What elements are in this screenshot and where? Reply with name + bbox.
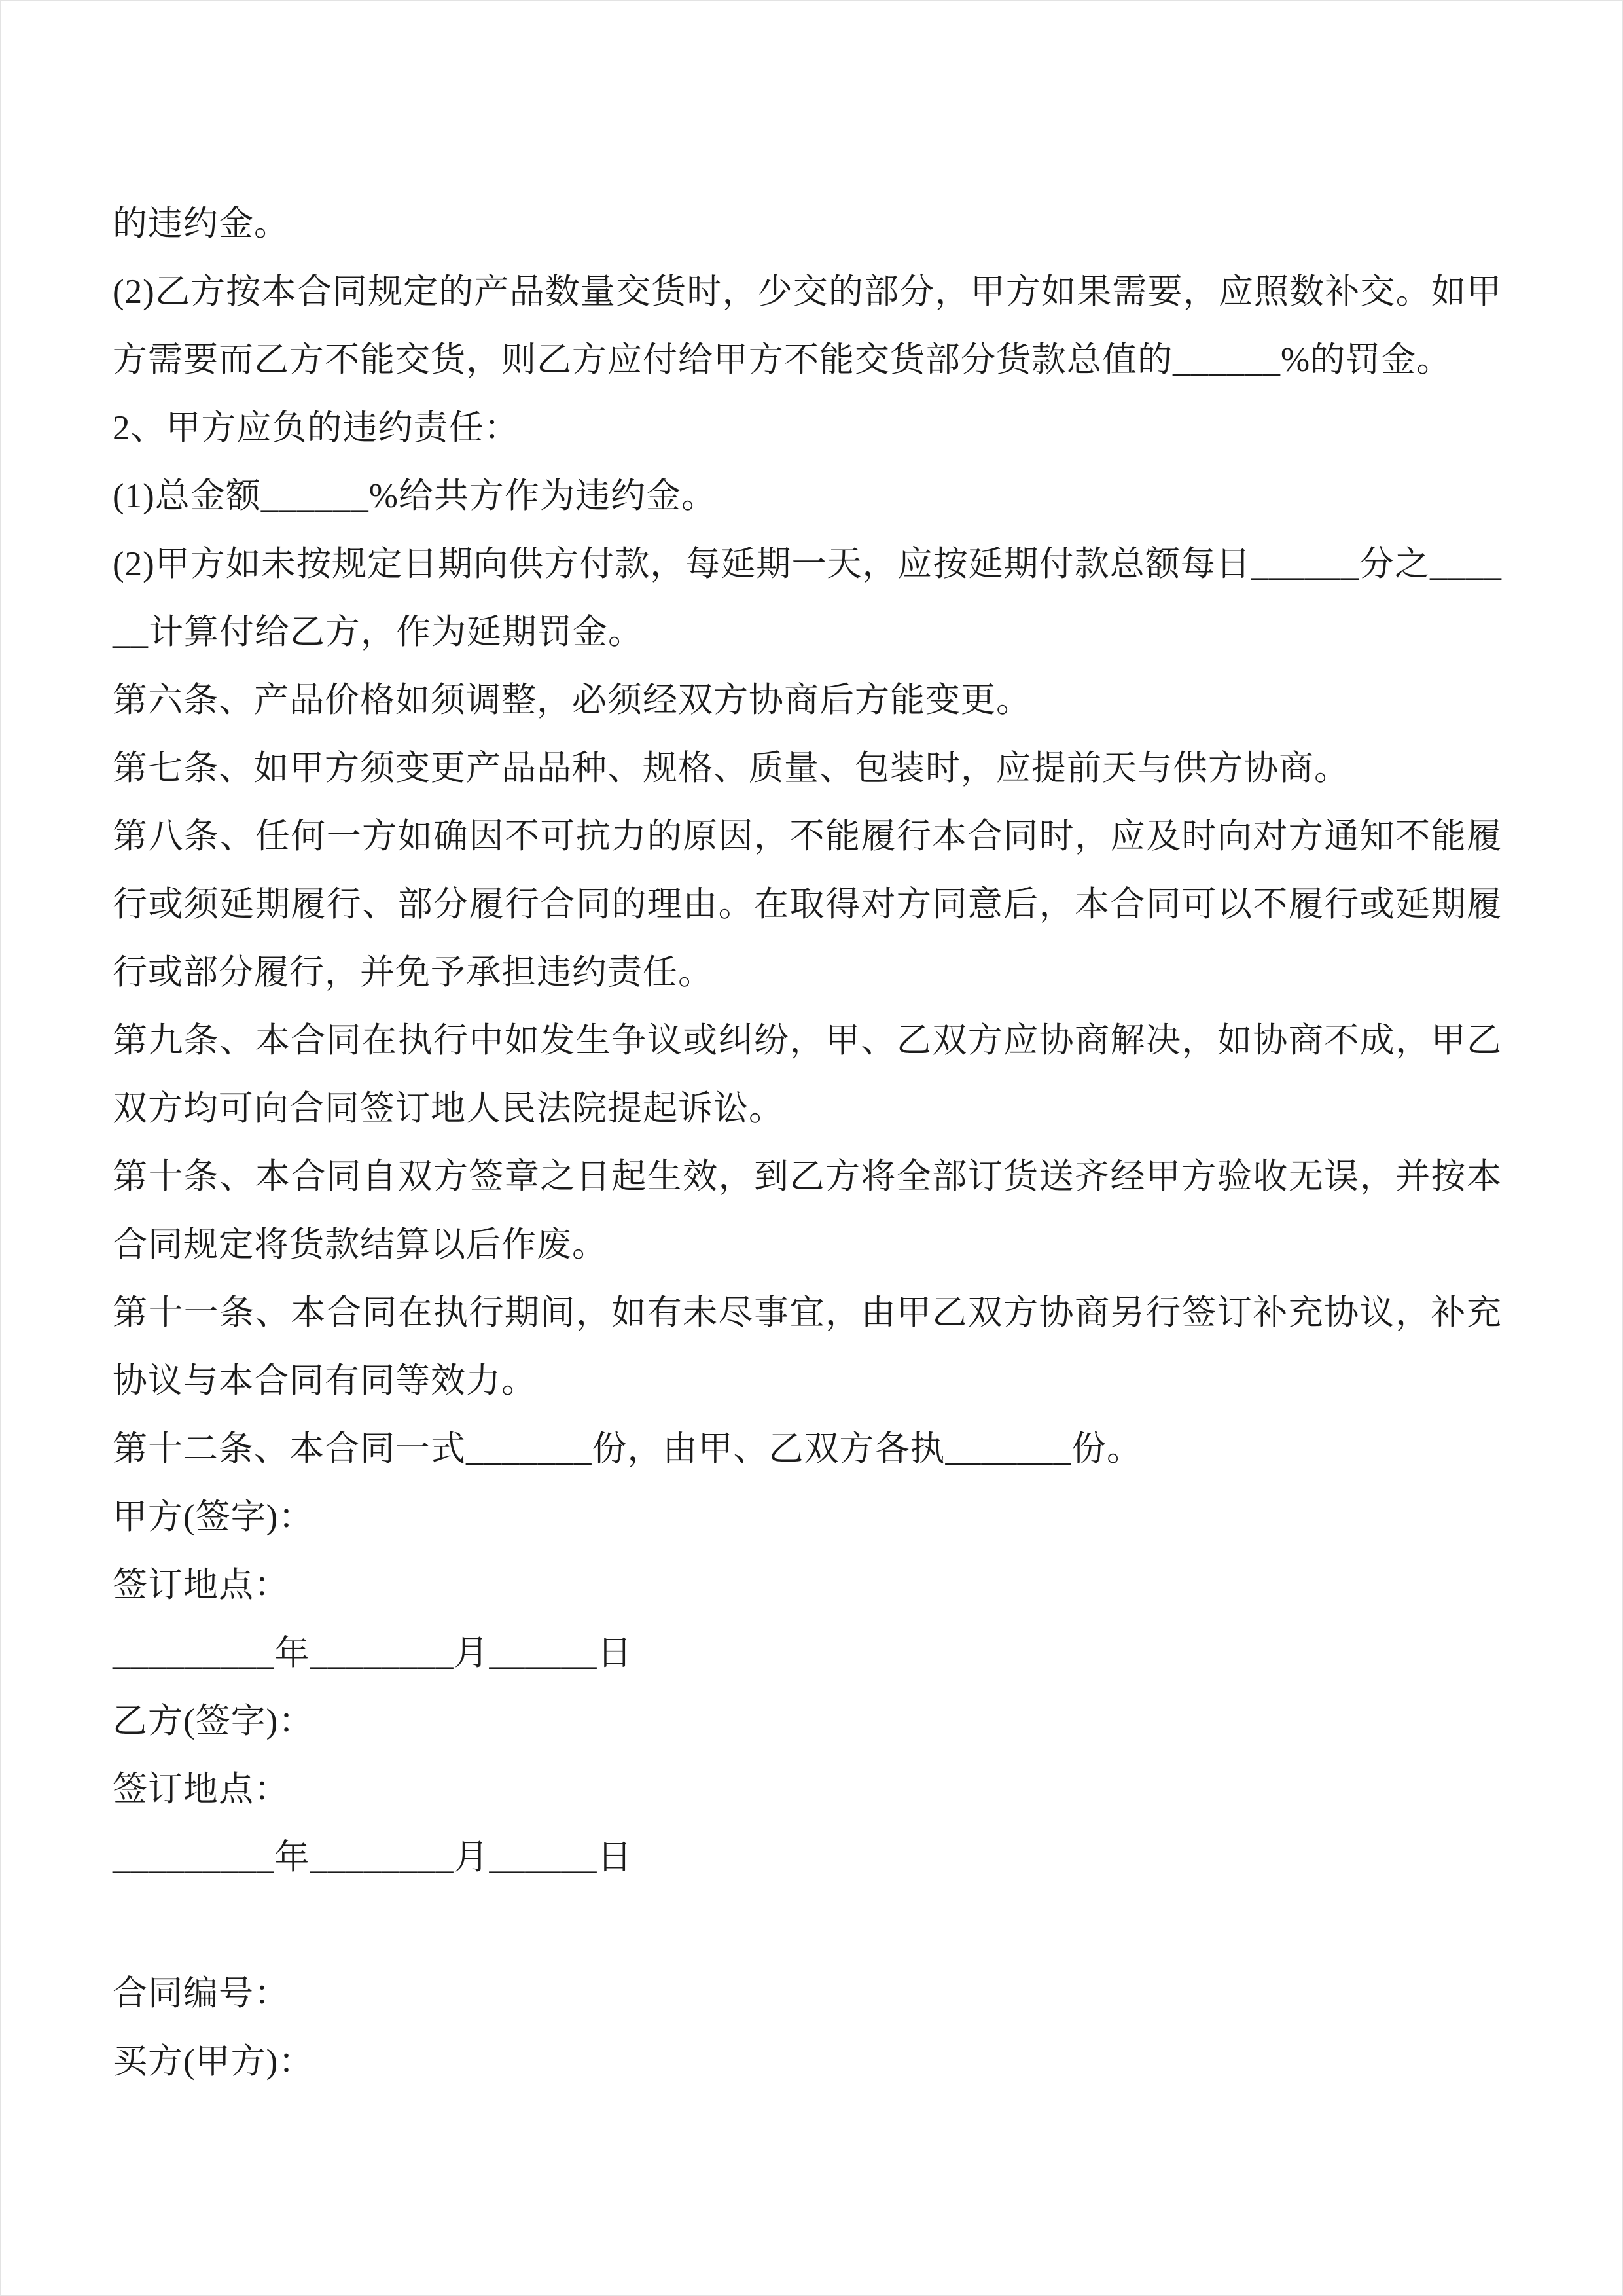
party-b-signature-label: 乙方(签字)： bbox=[113, 1702, 314, 1740]
buyer-party-a-label: 买方(甲方)： bbox=[113, 2043, 314, 2081]
clause-8-force-majeure: 第八条、任何一方如确因不可抗力的原因，不能履行本合同时，应及时向对方通知不能履行或须延期履行、部分履行合同的理由。在取得对方同意后，本合同可以不履行或延期履行或部分履行，并免予承担违约责任。 bbox=[113, 817, 1502, 992]
clause-12-copies: 第十二条、本合同一式_______份，由甲、乙双方各执_______份。 bbox=[113, 1430, 1142, 1468]
carryover-text: 的违约金。 bbox=[113, 205, 289, 243]
clause-9-dispute-resolution: 第九条、本合同在执行中如发生争议或纠纷，甲、乙双方应协商解决，如协商不成，甲乙双方均可向合同签订地人民法院提起诉讼。 bbox=[113, 1022, 1502, 1128]
clause-10-effectiveness: 第十条、本合同自双方签章之日起生效，到乙方将全部订货送齐经甲方验收无误，并按本合同规定将货款结算以后作废。 bbox=[113, 1158, 1502, 1264]
date-line-party-a: _________年________月______日 bbox=[113, 1634, 633, 1672]
date-line-party-b: _________年________月______日 bbox=[113, 1839, 633, 1876]
signing-place-label-party-a: 签订地点： bbox=[113, 1566, 289, 1604]
blank-line-spacer bbox=[113, 1892, 1502, 1960]
clause-6-price-adjustment: 第六条、产品价格如须调整，必须经双方协商后方能变更。 bbox=[113, 681, 1031, 719]
clause-seller-breach: (2)乙方按本合同规定的产品数量交货时，少交的部分，甲方如果需要，应照数补交。如甲方需要而乙方不能交货，则乙方应付给甲方不能交货部分货款总值的______%的罚金。 bbox=[113, 273, 1502, 379]
clause-11-supplementary-agreement: 第十一条、本合同在执行期间，如有未尽事宜，由甲乙双方协商另行签订补充协议，补充协议与本合同有同等效力。 bbox=[113, 1294, 1502, 1400]
signing-place-label-party-b: 签订地点： bbox=[113, 1770, 289, 1808]
clause-late-payment: (2)甲方如未按规定日期向供方付款，每延期一天，应按延期付款总额每日______分之______计算付给乙方，作为延期罚金。 bbox=[113, 545, 1502, 651]
clause-7-product-change: 第七条、如甲方须变更产品品种、规格、质量、包装时，应提前天与供方协商。 bbox=[113, 749, 1349, 787]
contract-number-label: 合同编号： bbox=[113, 1975, 289, 2013]
heading-party-a-liability: 2、甲方应负的违约责任： bbox=[113, 409, 520, 447]
party-a-signature-label: 甲方(签字)： bbox=[113, 1498, 314, 1536]
clause-penalty-percentage: (1)总金额______%给共方作为违约金。 bbox=[113, 477, 717, 515]
